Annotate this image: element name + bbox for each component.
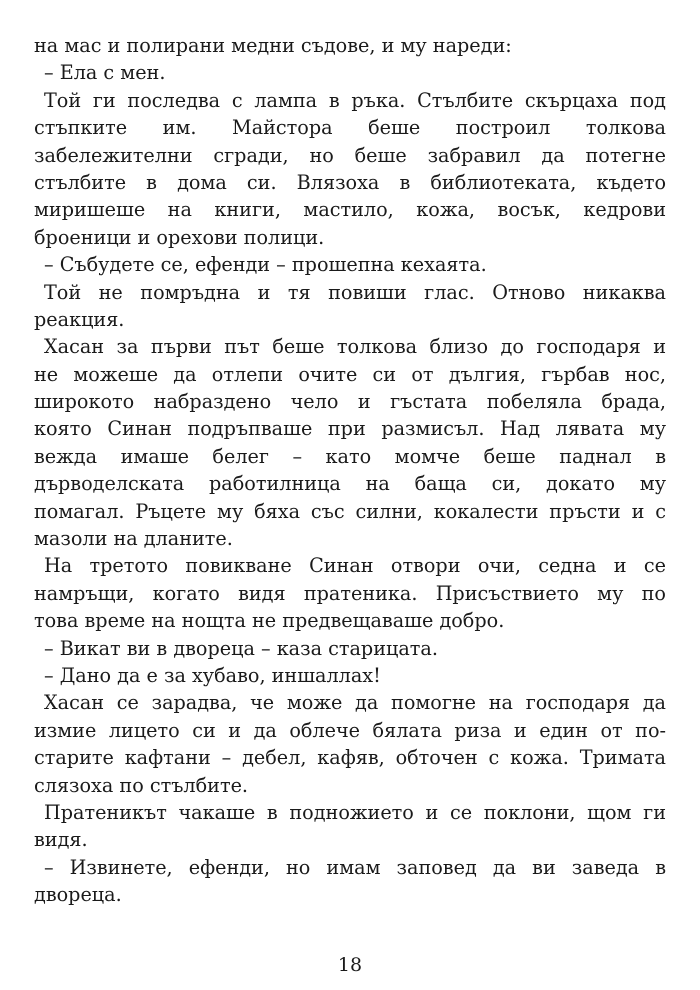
text-line: миришеше на книги, мастило, кожа, восък, кедрови [34,198,666,222]
text-line: Той не помръдна и тя повиши глас. Отново никаква [44,280,666,304]
text-line: – Извинете, ефенди, но имам заповед да ви заведа в [44,855,666,879]
text-line: видя. [34,828,88,852]
text-line: броеници и орехови полици. [34,225,325,249]
text-line: която Синан подръпваше при размисъл. Над лявата му [34,417,666,441]
text-line: дърводелската работилница на баща си, докато му [34,472,666,496]
text-line: – Викат ви в двореца – каза старицата. [44,636,438,660]
text-line: двореца. [34,883,122,907]
text-line: това време на нощта не предвещаваше добро. [34,609,505,633]
text-line: стълбите в дома си. Влязоха в библиотеката, където [34,170,666,194]
text-line: помагал. Ръцете му бяха със силни, кокалести пръсти и с [34,499,666,523]
text-line: широкото набраздено чело и гъстата побеляла брада, [34,390,666,414]
text-line: не можеше да отлепи очите си от дългия, гърбав нос, [34,362,666,386]
text-line: измие лицето си и да облече бялата риза и един от по- [34,718,666,742]
text-line: забележителни сгради, но беше забравил да потегне [34,143,666,167]
text-line: слязоха по стълбите. [34,773,249,797]
text-line: Той ги последва с лампа в ръка. Стълбите скърцаха под [44,88,666,112]
text-line: мазоли на дланите. [34,527,233,551]
text-line: вежда имаше белег – като момче беше паднал в [34,444,666,468]
text-line: Пратеникът чакаше в подножието и се поклони, щом ги [44,800,666,824]
text-line: – Дано да е за хубаво, иншаллах! [44,663,381,687]
text-line: старите кафтани – дебел, кафяв, обточен с кожа. Тримата [34,746,666,770]
text-line: Хасан се зарадва, че може да помогне на господаря да [44,691,666,715]
text-line: – Ела с мен. [44,61,166,85]
body-text [34,32,666,909]
text-line: намръщи, когато видя пратеника. Присъствието му по [34,581,666,605]
text-line: – Събудете се, ефенди – прошепна кехаята. [44,253,487,277]
text-line: Хасан за първи път беше толкова близо до господаря и [44,335,666,359]
page-number: 18 [337,954,363,976]
text-line: реакция. [34,307,125,331]
text-line: стъпките им. Майстора беше построил толкова [34,116,666,140]
text-line: На третото повикване Синан отвори очи, седна и се [44,554,666,578]
text-line: на мас и полирани медни съдове, и му нареди: [34,34,512,57]
